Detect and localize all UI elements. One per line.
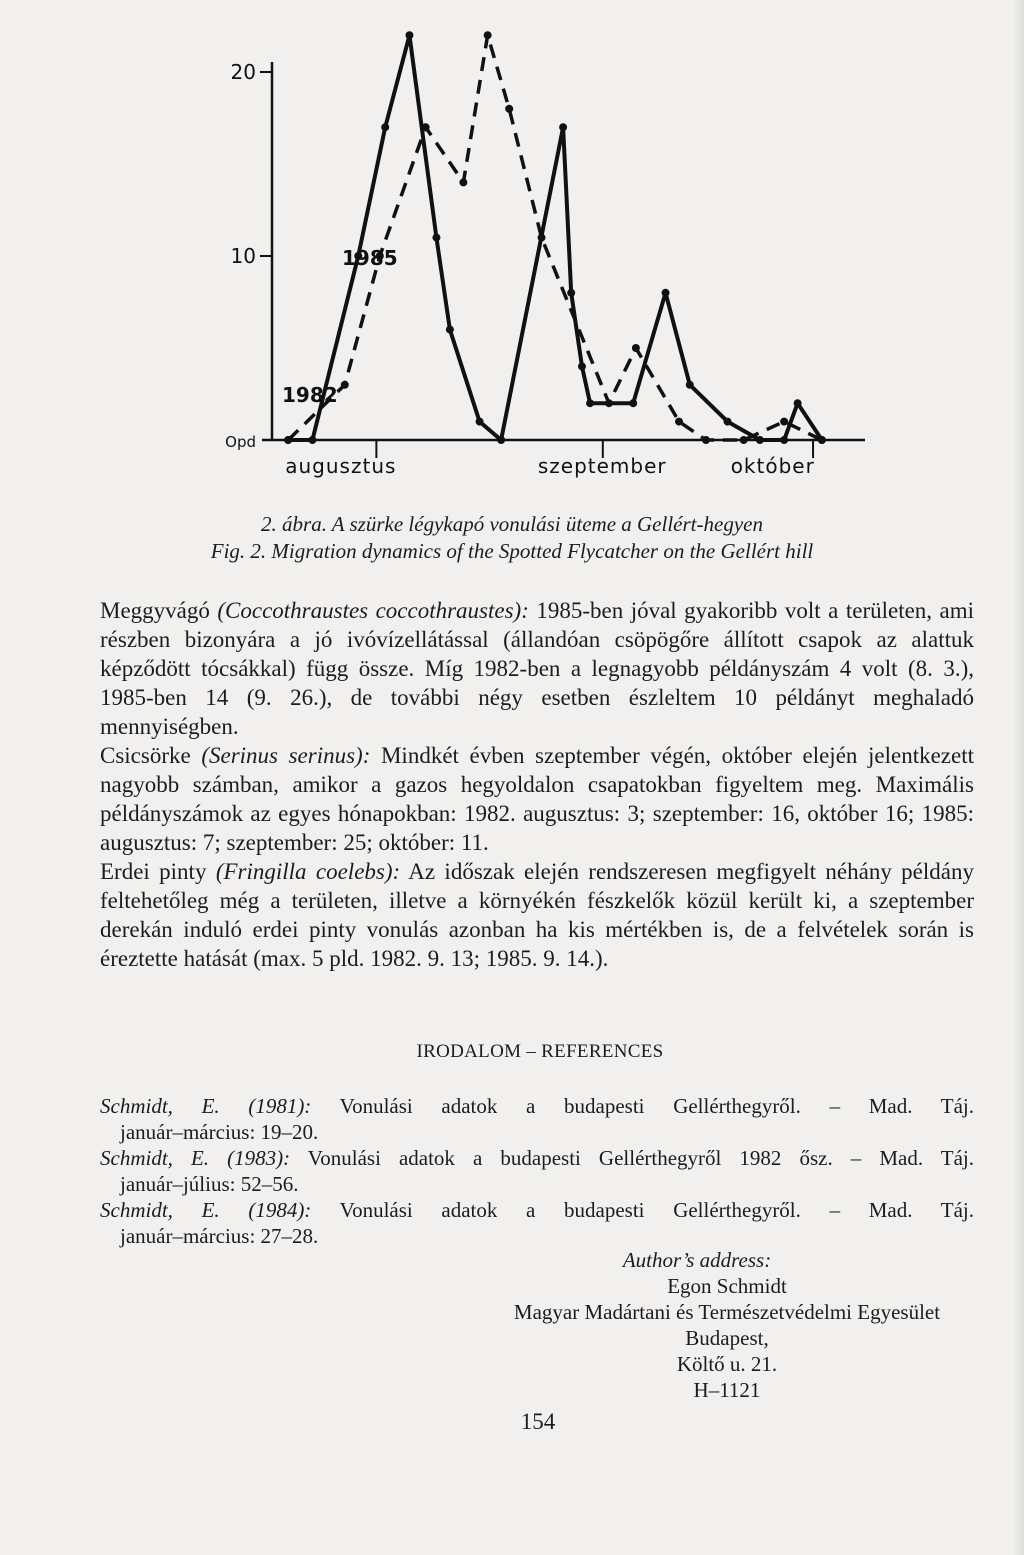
- city: Budapest,: [685, 1326, 769, 1350]
- data-point-1982: [446, 326, 454, 334]
- data-point-1982: [405, 31, 413, 39]
- species-latin: (Serinus serinus):: [201, 743, 371, 768]
- y-tick-label: 20: [230, 60, 256, 84]
- author-address: [430, 1247, 1024, 1403]
- species-name: Meggyvágó: [100, 598, 210, 623]
- paragraph-meggyvago: [100, 596, 974, 741]
- data-point-1982: [559, 123, 567, 131]
- data-point-1985: [505, 105, 513, 113]
- data-point-1982: [308, 436, 316, 444]
- data-point-1982: [586, 399, 594, 407]
- data-point-1985: [605, 399, 613, 407]
- data-point-1985: [459, 178, 467, 186]
- chart-series: [284, 31, 826, 444]
- species-latin: (Coccothraustes coccothraustes):: [217, 598, 529, 623]
- data-point-1982: [567, 289, 575, 297]
- reference-author: Schmidt, E. (1984):: [100, 1198, 312, 1222]
- data-point-1982: [686, 381, 694, 389]
- x-tick-label: október: [730, 454, 815, 478]
- species-latin: (Fringilla coelebs):: [215, 859, 401, 884]
- reference-author: Schmidt, E. (1983):: [100, 1146, 291, 1170]
- data-point-1985: [740, 436, 748, 444]
- data-point-1985: [632, 344, 640, 352]
- page-number: 154: [520, 1409, 556, 1434]
- x-tick-label: augusztus: [285, 454, 397, 478]
- body-text: [100, 596, 974, 973]
- street: Költő u. 21.: [676, 1352, 778, 1376]
- data-point-1982: [794, 399, 802, 407]
- data-point-1985: [780, 418, 788, 426]
- data-point-1985: [675, 418, 683, 426]
- species-name: Csicsörke: [100, 743, 191, 768]
- data-point-1985: [422, 123, 430, 131]
- data-point-1982: [497, 436, 505, 444]
- y-tick-label: Opd: [225, 433, 256, 451]
- reference-text: Vonulási adatok a budapesti Gellérthegyről. – Mad. Táj.: [339, 1094, 975, 1118]
- data-point-1982: [432, 234, 440, 242]
- figure-caption-english: Fig. 2. Migration dynamics of the Spotted Flycatcher on the Gellért hill: [210, 539, 814, 563]
- data-point-1982: [756, 436, 764, 444]
- data-point-1985: [341, 381, 349, 389]
- reference-text: Vonulási adatok a budapesti Gellérthegyről 1982 ősz. – Mad. Táj.: [307, 1146, 975, 1170]
- y-tick-label: 10: [230, 244, 256, 268]
- data-point-1982: [629, 399, 637, 407]
- reference-author: Schmidt, E. (1981):: [100, 1094, 312, 1118]
- species-name: Erdei pinty: [100, 859, 207, 884]
- references-heading: IRODALOM – REFERENCES: [416, 1041, 664, 1062]
- paragraph-text: Mindkét évben szeptember végén, október elején jelentkezett nagyobb számban, amikor a gazos hegyoldalon csapatokban figyeltem meg. Maximális példányszámok az egyes hónapokban: 1982. augusztus: 3; szeptember: 16, október 16; 1985: augusztus: 7; szeptember: 25; október: 11.: [100, 743, 975, 855]
- data-point-1985: [702, 436, 710, 444]
- reference-continuation: január–július: 52–56.: [120, 1172, 299, 1196]
- series-label-1985: 1985: [342, 246, 398, 270]
- data-point-1985: [538, 234, 546, 242]
- x-tick-label: szeptember: [537, 454, 667, 478]
- data-point-1982: [476, 418, 484, 426]
- reference-continuation: január–március: 19–20.: [120, 1120, 319, 1144]
- data-point-1985: [284, 436, 292, 444]
- reference-text: Vonulási adatok a budapesti Gellérthegyről. – Mad. Táj.: [339, 1198, 975, 1222]
- data-point-1982: [662, 289, 670, 297]
- paragraph-csicsorke: [100, 741, 974, 857]
- paragraph-erdei-pinty: [100, 857, 974, 973]
- reference-continuation: január–március: 27–28.: [120, 1224, 319, 1248]
- data-point-1985: [484, 31, 492, 39]
- migration-chart: [0, 0, 1024, 500]
- series-line-1985: [288, 35, 822, 440]
- postal-code: H–1121: [693, 1378, 761, 1402]
- data-point-1982: [381, 123, 389, 131]
- reference-item: [100, 1197, 974, 1249]
- data-point-1982: [780, 436, 788, 444]
- reference-list: [100, 1093, 974, 1249]
- paragraph-text: 1985-ben jóval gyakoribb volt a területen, ami részben bizonyára a jó ivóvízellátással (állandóan csöpögőre állított csapok az alattuk képződött tócsákkal) függ össze. Míg 1982-ben a legnagyobb példányszám 4 volt (8. 3.), 1985-ben 14 (9. 26.), de további négy esetben észleltem 10 példányt meghaladó mennyiségben.: [100, 598, 975, 739]
- organization: Magyar Madártani és Természetvédelmi Egyesület: [513, 1300, 941, 1324]
- author-name: Egon Schmidt: [667, 1274, 787, 1298]
- reference-item: [100, 1145, 974, 1197]
- data-point-1985: [818, 436, 826, 444]
- address-label: Author’s address:: [622, 1248, 772, 1272]
- figure-caption-hungarian: 2. ábra. A szürke légykapó vonulási üteme a Gellért-hegyen: [261, 512, 763, 536]
- data-point-1982: [578, 362, 586, 370]
- reference-item: [100, 1093, 974, 1145]
- paragraph-text: Az időszak elején rendszeresen megfigyelt néhány példány feltehetőleg még a területen, illetve a környékén fészkelők közül került ki, a szeptember derekán induló erdei pinty vonulás azonban ha kis mértékben is, de a felvételek során is éreztette hatását (max. 5 pld. 1982. 9. 13; 1985. 9. 14.).: [100, 859, 974, 971]
- series-label-1982: 1982: [282, 383, 338, 407]
- series-line-1982: [288, 35, 822, 440]
- data-point-1982: [724, 418, 732, 426]
